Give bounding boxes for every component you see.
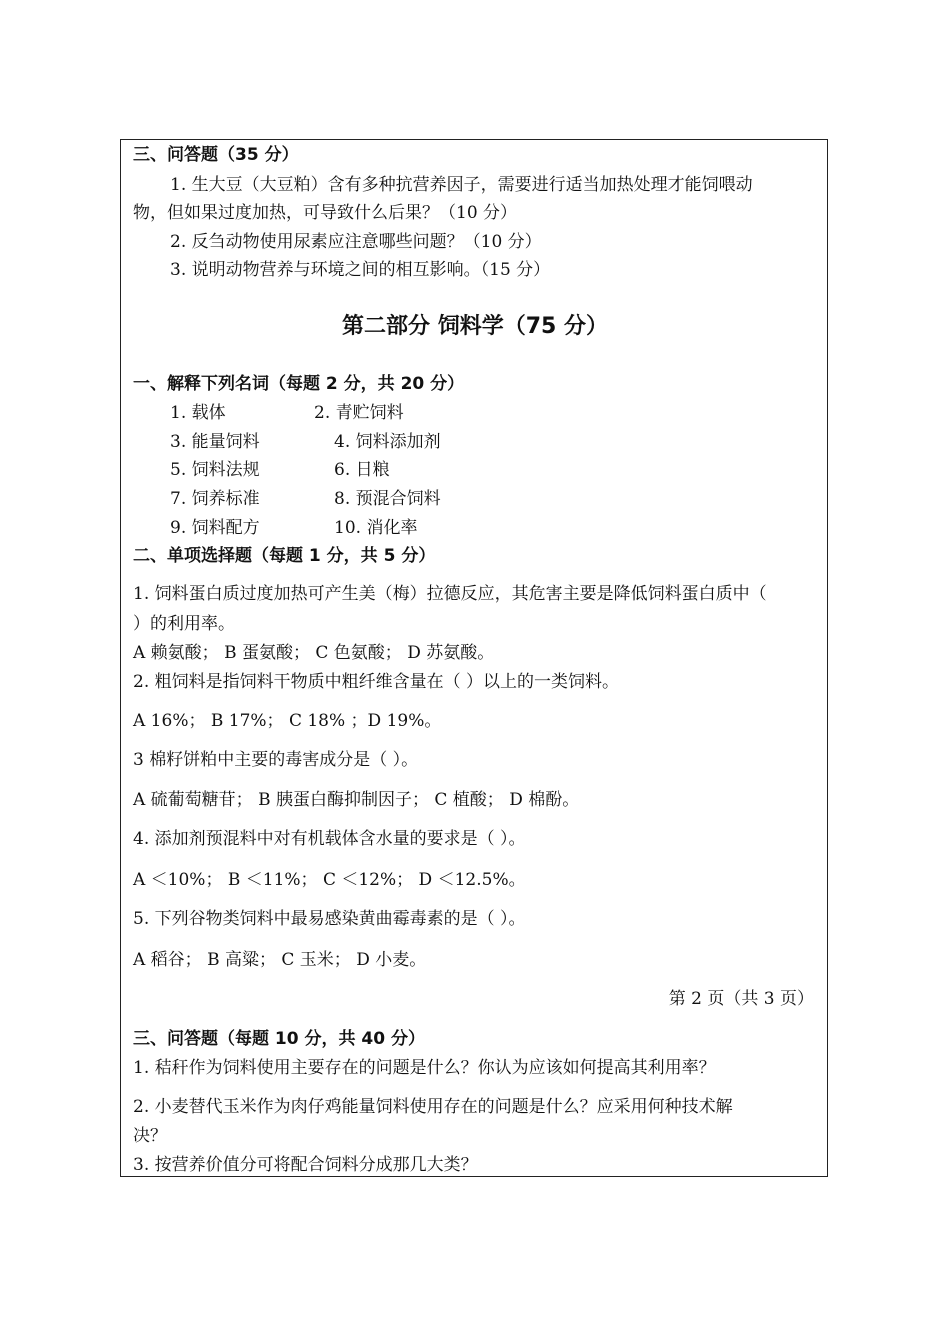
mc-q4-options: A ＜10%； B ＜11%； C ＜12%； D ＜12.5%。 bbox=[133, 870, 526, 890]
term-item: 4. 饲料添加剂 bbox=[334, 432, 441, 452]
mc-q1-options: A 赖氨酸； B 蛋氨酸； C 色氨酸； D 苏氨酸。 bbox=[133, 643, 495, 663]
term-item: 6. 日粮 bbox=[334, 460, 390, 480]
term-item: 3. 能量饲料 bbox=[170, 432, 260, 452]
part1-q1-line1: 1. 生大豆（大豆粕）含有多种抗营养因子，需要进行适当加热处理才能饲喂动 bbox=[170, 175, 753, 195]
mc-q3: 3 棉籽饼粕中主要的毒害成分是（ ）。 bbox=[133, 750, 419, 770]
part2-qa-heading: 三、问答题（每题 10 分，共 40 分） bbox=[133, 1029, 425, 1049]
term-item: 1. 载体 bbox=[170, 403, 226, 423]
term-item: 2. 青贮饲料 bbox=[314, 403, 404, 423]
mc-q5: 5. 下列谷物类饲料中最易感染黄曲霉毒素的是（ ）。 bbox=[133, 909, 526, 929]
mc-q1-line1: 1. 饲料蛋白质过度加热可产生美（梅）拉德反应，其危害主要是降低饲料蛋白质中（ bbox=[133, 584, 767, 604]
part2-qa-q1: 1. 秸秆作为饲料使用主要存在的问题是什么？你认为应该如何提高其利用率？ bbox=[133, 1058, 716, 1078]
part1-q2: 2. 反刍动物使用尿素应注意哪些问题？（10 分） bbox=[170, 232, 542, 252]
term-item: 10. 消化率 bbox=[334, 518, 418, 538]
part1-q3: 3. 说明动物营养与环境之间的相互影响。（15 分） bbox=[170, 260, 551, 280]
page-number: 第 2 页（共 3 页） bbox=[668, 989, 814, 1009]
part1-q1-line2: 物，但如果过度加热，可导致什么后果？（10 分） bbox=[133, 203, 518, 223]
terms-heading: 一、解释下列名词（每题 2 分，共 20 分） bbox=[133, 374, 465, 394]
mc-q2-options: A 16%； B 17%； C 18% ；D 19%。 bbox=[133, 711, 442, 731]
term-item: 5. 饲料法规 bbox=[170, 460, 260, 480]
mc-q2: 2. 粗饲料是指饲料干物质中粗纤维含量在（ ）以上的一类饲料。 bbox=[133, 672, 620, 692]
mc-q3-options: A 硫葡萄糖苷； B 胰蛋白酶抑制因子； C 植酸； D 棉酚。 bbox=[133, 790, 580, 810]
mc-q4: 4. 添加剂预混料中对有机载体含水量的要求是（ ）。 bbox=[133, 829, 526, 849]
part2-qa-q2-line2: 决？ bbox=[133, 1126, 167, 1146]
mc-q5-options: A 稻谷； B 高粱； C 玉米； D 小麦。 bbox=[133, 950, 427, 970]
part2-title: 第二部分 饲料学（75 分） bbox=[342, 314, 608, 339]
part2-qa-q3: 3. 按营养价值分可将配合饲料分成那几大类？ bbox=[133, 1155, 478, 1175]
term-item: 8. 预混合饲料 bbox=[334, 489, 441, 509]
part1-qa-heading: 三、问答题（35 分） bbox=[133, 145, 299, 165]
mc-q1-line2: ）的利用率。 bbox=[133, 614, 235, 634]
part2-qa-q2-line1: 2. 小麦替代玉米作为肉仔鸡能量饲料使用存在的问题是什么？应采用何种技术解 bbox=[133, 1097, 733, 1117]
term-item: 7. 饲养标准 bbox=[170, 489, 260, 509]
term-item: 9. 饲料配方 bbox=[170, 518, 260, 538]
mc-heading: 二、单项选择题（每题 1 分，共 5 分） bbox=[133, 546, 436, 566]
